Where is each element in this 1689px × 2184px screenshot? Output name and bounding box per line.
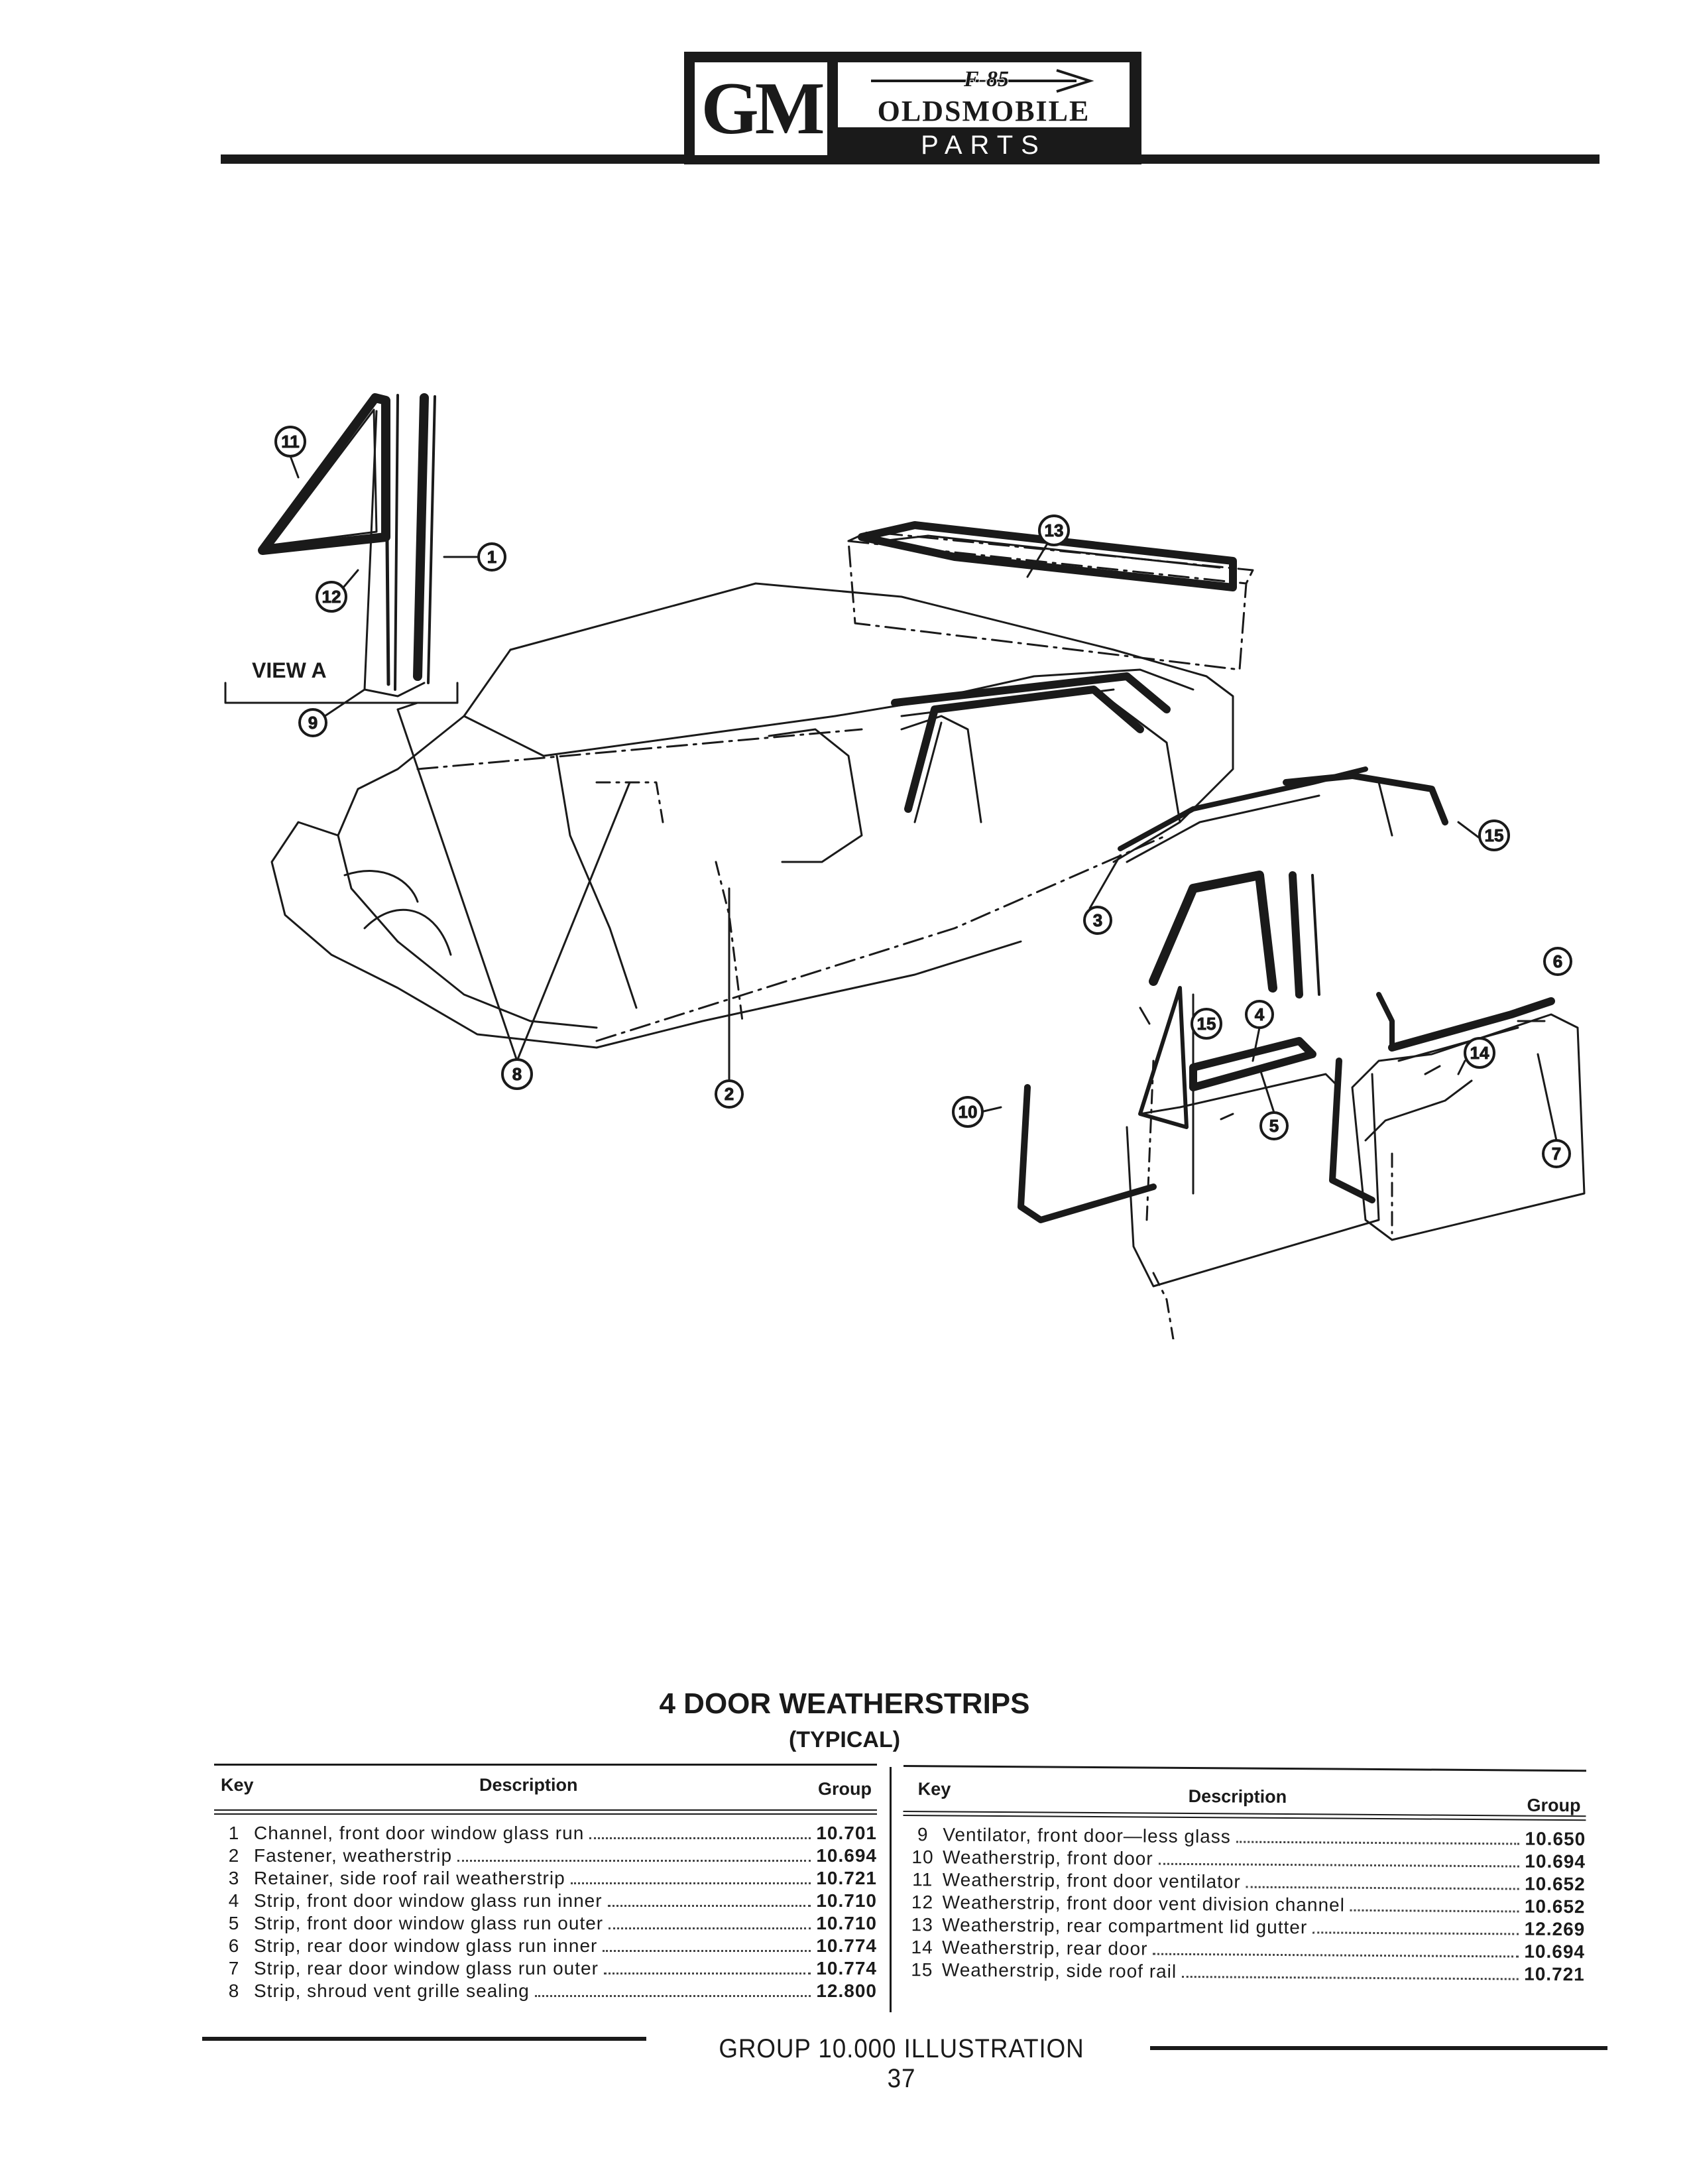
table-header bbox=[214, 1766, 877, 1809]
svg-text:12: 12 bbox=[321, 587, 341, 607]
footer-rule bbox=[1150, 2046, 1607, 2050]
parts-table-left bbox=[214, 1764, 877, 2003]
table-row: 14 Weatherstrip, rear door 10.694 bbox=[911, 1937, 1586, 1963]
table-row: 7 Strip, rear door window glass run outer 10.774 bbox=[228, 1958, 877, 1978]
svg-text:10: 10 bbox=[958, 1102, 978, 1122]
svg-text:2: 2 bbox=[724, 1084, 734, 1104]
brand-name: OLDSMOBILE bbox=[877, 95, 1090, 127]
header-key: Key bbox=[221, 1775, 254, 1795]
catalogue-label: PARTS CATALOGUE bbox=[868, 131, 1100, 193]
callout-9-icon bbox=[300, 709, 326, 736]
header-group: Group bbox=[1527, 1795, 1581, 1816]
table-header bbox=[903, 1767, 1586, 1815]
header-group: Group bbox=[818, 1779, 872, 1799]
parts-rows-right bbox=[902, 1819, 1586, 1986]
svg-text:4: 4 bbox=[1254, 1004, 1265, 1024]
svg-text:9: 9 bbox=[308, 713, 318, 733]
view-a-label: VIEW A bbox=[252, 658, 327, 682]
parts-rows-left bbox=[214, 1817, 877, 2003]
callout-2-icon bbox=[716, 1081, 742, 1107]
weatherstrip-diagram bbox=[199, 358, 1604, 1339]
front-door bbox=[1021, 988, 1379, 1339]
diagram-title: 4 DOOR WEATHERSTRIPS bbox=[659, 1687, 1030, 1720]
header-description: Description bbox=[1188, 1786, 1287, 1807]
diagram-subtitle: (TYPICAL) bbox=[788, 1727, 901, 1752]
callout-4-icon bbox=[1246, 1001, 1273, 1028]
callout-10-icon bbox=[953, 1097, 982, 1126]
footer-rule bbox=[202, 2037, 646, 2041]
gm-logo: GM bbox=[701, 67, 821, 150]
table-row: 5 Strip, front door window glass run outer 10.710 bbox=[228, 1913, 877, 1933]
header-description: Description bbox=[479, 1775, 578, 1795]
callout-14-icon bbox=[1465, 1038, 1494, 1067]
svg-text:11: 11 bbox=[281, 432, 300, 452]
table-row: 2 Fastener, weatherstrip 10.694 bbox=[228, 1845, 877, 1866]
callout-6-icon bbox=[1544, 948, 1571, 975]
rear-door bbox=[1332, 995, 1584, 1240]
svg-text:13: 13 bbox=[1044, 520, 1064, 540]
view-a-detail bbox=[225, 395, 457, 703]
table-row: 13 Weatherstrip, rear compartment lid gutter 12.269 bbox=[911, 1914, 1586, 1940]
parts-table-right bbox=[902, 1765, 1586, 1986]
table-rule bbox=[214, 1809, 877, 1811]
callout-1-icon bbox=[479, 544, 505, 570]
roof-rail-weatherstrips bbox=[895, 676, 1167, 822]
trunk-lid-detail bbox=[848, 525, 1253, 670]
table-rule bbox=[214, 1813, 877, 1815]
table-row: 11 Weatherstrip, front door ventilator 10.652 bbox=[912, 1869, 1586, 1895]
door-glass-runs bbox=[1120, 769, 1445, 995]
table-row: 6 Strip, rear door window glass run inner 10.774 bbox=[228, 1935, 877, 1956]
callout-7-icon bbox=[1543, 1140, 1570, 1167]
svg-text:15: 15 bbox=[1196, 1014, 1216, 1034]
table-row: 3 Retainer, side roof rail weatherstrip 10.721 bbox=[228, 1868, 877, 1888]
header-key: Key bbox=[917, 1779, 951, 1799]
table-row: 15 Weatherstrip, side roof rail 10.721 bbox=[911, 1959, 1585, 1985]
svg-text:14: 14 bbox=[1470, 1043, 1489, 1063]
callout-5-icon bbox=[1261, 1113, 1287, 1139]
svg-text:15: 15 bbox=[1484, 825, 1504, 845]
svg-text:5: 5 bbox=[1269, 1116, 1279, 1136]
table-row: 10 Weatherstrip, front door 10.694 bbox=[911, 1847, 1586, 1872]
svg-text:8: 8 bbox=[512, 1064, 522, 1084]
footer-label: GROUP 10.000 ILLUSTRATION 37 bbox=[719, 2034, 1084, 2093]
table-divider bbox=[890, 1767, 892, 2012]
table-row: 8 Strip, shroud vent grille sealing 12.800 bbox=[228, 1980, 877, 2001]
svg-text:6: 6 bbox=[1552, 951, 1563, 971]
f85-logo-text: F-85 bbox=[964, 67, 1009, 91]
svg-text:1: 1 bbox=[487, 547, 497, 567]
svg-text:3: 3 bbox=[1092, 910, 1103, 930]
callout-15-top-icon bbox=[1480, 821, 1509, 850]
f85-logo-icon bbox=[864, 65, 1103, 94]
svg-text:7: 7 bbox=[1551, 1144, 1562, 1164]
table-row: 12 Weatherstrip, front door vent division channel 10.652 bbox=[911, 1892, 1586, 1917]
callout-8-icon bbox=[502, 1060, 532, 1089]
table-row: 1 Channel, front door window glass run 10.701 bbox=[228, 1823, 877, 1843]
catalogue-header bbox=[684, 52, 1141, 193]
table-row: 9 Ventilator, front door—less glass 10.650 bbox=[917, 1824, 1586, 1850]
callout-11-icon bbox=[276, 427, 305, 456]
callout-15-bottom-icon bbox=[1192, 1009, 1221, 1038]
callout-3-icon bbox=[1084, 907, 1111, 934]
callout-12-icon bbox=[317, 582, 346, 611]
table-row: 4 Strip, front door window glass run inner 10.710 bbox=[228, 1890, 877, 1911]
callout-13-icon bbox=[1039, 516, 1069, 545]
gm-logo-box bbox=[695, 62, 827, 155]
brand-box bbox=[838, 62, 1130, 127]
